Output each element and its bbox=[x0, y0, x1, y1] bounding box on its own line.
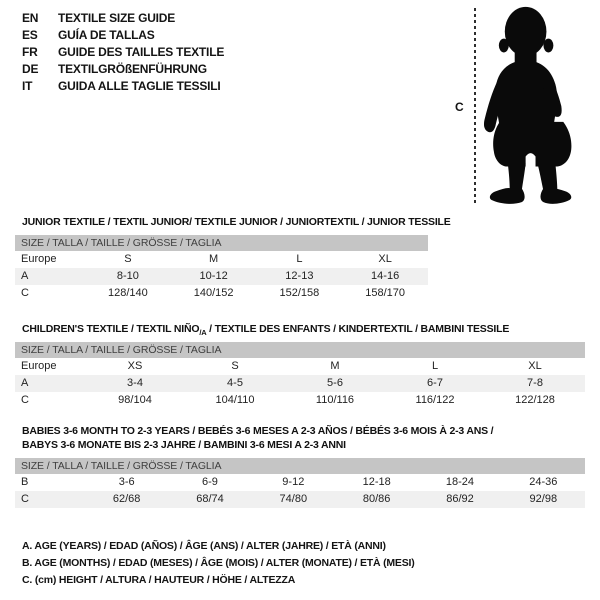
section-babies-textile bbox=[15, 424, 585, 508]
babies-size-table bbox=[15, 458, 585, 508]
table-rows bbox=[15, 251, 428, 302]
row-value: 80/86 bbox=[362, 493, 391, 505]
row-value: 7-8 bbox=[527, 377, 543, 389]
language-label: GUÍA DE TALLAS bbox=[58, 28, 155, 42]
row-value: 9-12 bbox=[282, 476, 305, 488]
table-rows bbox=[15, 474, 585, 508]
language-label: TEXTILGRÖßENFÜHRUNG bbox=[58, 62, 207, 76]
language-code: ES bbox=[22, 28, 38, 42]
section-title-line: CHILDREN'S TEXTILE / TEXTIL $NIÑO_{/A}$ / TEXTILE DES ENFANTS / KINDERTEXTIL / BAMBINI TESSILE bbox=[22, 323, 510, 338]
footnote-height-cm: C. (cm) HEIGHT / ALTURA / HAUTEUR / HÖHE / ALTEZZA bbox=[22, 574, 296, 586]
table-row bbox=[15, 375, 585, 392]
row-value: XL bbox=[528, 360, 542, 372]
section-title-line: JUNIOR TEXTILE / TEXTIL JUNIOR/ TEXTILE JUNIOR / JUNIORTEXTIL / JUNIOR TESSILE bbox=[22, 216, 451, 228]
row-value: 5-6 bbox=[327, 377, 343, 389]
row-value: 104/110 bbox=[215, 394, 255, 406]
row-value: 18-24 bbox=[445, 476, 475, 488]
height-dashed-line bbox=[474, 8, 476, 206]
language-code: IT bbox=[22, 79, 33, 93]
language-label: GUIDE DES TAILLES TEXTILE bbox=[58, 45, 225, 59]
row-label: B bbox=[21, 476, 29, 488]
table-row bbox=[15, 491, 585, 508]
row-value: 68/74 bbox=[196, 493, 224, 505]
row-label: C bbox=[21, 287, 29, 299]
row-value: 74/80 bbox=[279, 493, 308, 505]
row-value: L bbox=[431, 360, 439, 372]
table-row bbox=[15, 392, 585, 409]
section-title bbox=[22, 322, 585, 336]
row-label: Europe bbox=[21, 253, 57, 265]
row-value: 4-5 bbox=[227, 377, 243, 389]
row-value: 116/122 bbox=[415, 394, 455, 406]
language-row bbox=[22, 44, 224, 61]
section-junior-textile bbox=[15, 215, 451, 302]
language-label: GUIDA ALLE TAGLIE TESSILI bbox=[58, 79, 221, 93]
row-value: 3-6 bbox=[118, 476, 135, 488]
language-row bbox=[22, 10, 224, 27]
row-value: 24-36 bbox=[529, 476, 558, 488]
row-label: C bbox=[21, 493, 29, 505]
size-table-header: SIZE / TALLA / TAILLE / GRÖSSE / TAGLIA bbox=[15, 458, 585, 474]
row-label: A bbox=[21, 270, 29, 282]
junior-size-table bbox=[15, 235, 428, 302]
row-value: 128/140 bbox=[107, 287, 148, 299]
section-title bbox=[22, 215, 451, 229]
size-table-header: SIZE / TALLA / TAILLE / GRÖSSE / TAGLIA bbox=[15, 342, 585, 358]
language-row bbox=[22, 27, 224, 44]
row-value: L bbox=[296, 253, 303, 265]
height-measure-label: C bbox=[455, 100, 464, 114]
row-value: M bbox=[330, 360, 340, 372]
footnote-age-years: A. AGE (YEARS) / EDAD (AÑOS) / ÂGE (ANS) / ALTER (JAHRE) / ETÀ (ANNI) bbox=[22, 540, 386, 552]
footnote-age-months: B. AGE (MONTHS) / EDAD (MESES) / ÂGE (MOIS) / ALTER (MONATE) / ETÀ (MESI) bbox=[22, 557, 415, 569]
row-value: M bbox=[209, 253, 219, 265]
row-value: XL bbox=[378, 253, 392, 265]
section-childrens-textile bbox=[15, 322, 585, 409]
language-code: FR bbox=[22, 45, 38, 59]
row-value: XS bbox=[127, 360, 143, 372]
table-row bbox=[15, 285, 428, 302]
row-value: 12-13 bbox=[285, 270, 314, 282]
table-row bbox=[15, 251, 428, 268]
section-title-line: BABIES 3-6 MONTH TO 2-3 YEARS / BEBÉS 3-6 MESES A 2-3 AÑOS / BÉBÉS 3-6 MOIS À 2-3 ANS / bbox=[22, 425, 494, 437]
row-value: 140/152 bbox=[193, 287, 234, 299]
row-label: C bbox=[21, 394, 29, 406]
row-value: 98/104 bbox=[118, 394, 152, 406]
section-title-line: BABYS 3-6 MONATE BIS 2-3 JAHRE / BAMBINI 3-6 MESI A 2-3 ANNI bbox=[22, 439, 346, 451]
table-row bbox=[15, 268, 428, 285]
language-guide bbox=[22, 10, 224, 95]
table-rows bbox=[15, 358, 585, 409]
row-label: A bbox=[21, 377, 29, 389]
language-row bbox=[22, 78, 224, 95]
row-value: 6-9 bbox=[202, 476, 218, 488]
language-code: DE bbox=[22, 62, 39, 76]
size-table-header: SIZE / TALLA / TAILLE / GRÖSSE / TAGLIA bbox=[15, 235, 428, 251]
children-size-table bbox=[15, 342, 585, 409]
row-value: 122/128 bbox=[515, 394, 555, 406]
row-value: 92/98 bbox=[529, 493, 558, 505]
row-value: 8-10 bbox=[116, 270, 139, 282]
language-row bbox=[22, 61, 224, 78]
row-value: 3-4 bbox=[127, 377, 143, 389]
row-label: Europe bbox=[21, 360, 57, 372]
row-value: 6-7 bbox=[427, 377, 443, 389]
row-value: 12-18 bbox=[362, 476, 391, 488]
footnotes bbox=[22, 538, 415, 589]
language-code: EN bbox=[22, 11, 39, 25]
baby-silhouette-icon bbox=[482, 4, 596, 206]
language-label: TEXTILE SIZE GUIDE bbox=[58, 11, 176, 25]
section-title bbox=[22, 424, 585, 452]
row-value: 86/92 bbox=[446, 493, 474, 505]
row-value: 152/158 bbox=[279, 287, 320, 299]
row-value: S bbox=[231, 360, 239, 372]
table-row bbox=[15, 358, 585, 375]
row-value: 10-12 bbox=[199, 270, 228, 282]
row-value: 110/116 bbox=[315, 394, 355, 406]
table-row bbox=[15, 474, 585, 491]
row-value: 158/170 bbox=[365, 287, 405, 299]
row-value: 62/68 bbox=[112, 493, 141, 505]
row-value: S bbox=[124, 253, 132, 265]
row-value: 14-16 bbox=[371, 270, 400, 282]
